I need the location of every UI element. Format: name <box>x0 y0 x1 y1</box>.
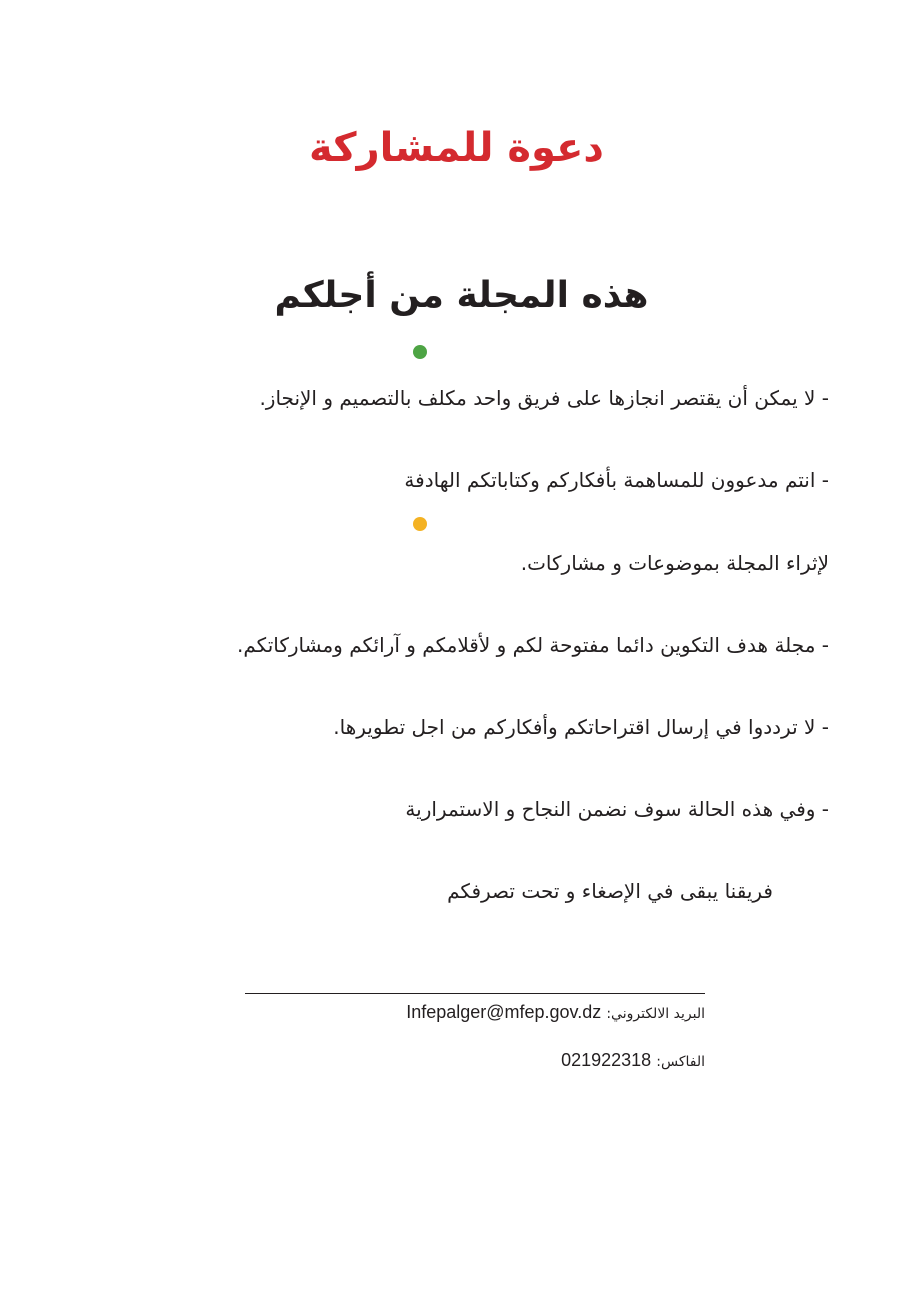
page-title: دعوة للمشاركة <box>309 125 604 171</box>
divider-line <box>245 993 705 994</box>
paragraph-line-2: - انتم مدعوون للمساهمة بأفكاركم وكتاباتكم الهادفة <box>404 468 829 492</box>
paragraph-line-1: - لا يمكن أن يقتصر انجازها على فريق واحد مكلف بالتصميم و الإنجاز. <box>259 386 829 410</box>
page-subtitle: هذه المجلة من أجلكم <box>274 275 649 316</box>
paragraph-line-3: لإثراء المجلة بموضوعات و مشاركات. <box>520 551 829 575</box>
fax-number: 021922318 <box>561 1050 652 1070</box>
fax-label: الفاكس: <box>656 1054 705 1070</box>
paragraph-line-4: - مجلة هدف التكوين دائما مفتوحة لكم و لأقلامكم و آرائكم ومشاركاتكم. <box>236 633 829 657</box>
email-row <box>406 999 705 1027</box>
green-dot-icon <box>413 345 427 359</box>
yellow-dot-icon <box>413 517 427 531</box>
fax-row <box>561 1047 705 1075</box>
email-label: البريد الالكتروني: <box>606 1006 705 1022</box>
paragraph-line-5: - لا ترددوا في إرسال اقتراحاتكم وأفكاركم من اجل تطويرها. <box>333 715 829 739</box>
paragraph-line-6: - وفي هذه الحالة سوف نضمن النجاح و الاستمرارية <box>405 797 829 821</box>
email-address[interactable]: Infepalger@mfep.gov.dz <box>406 1002 602 1022</box>
closing-line: فريقنا يبقى في الإصغاء و تحت تصرفكم <box>447 879 773 903</box>
